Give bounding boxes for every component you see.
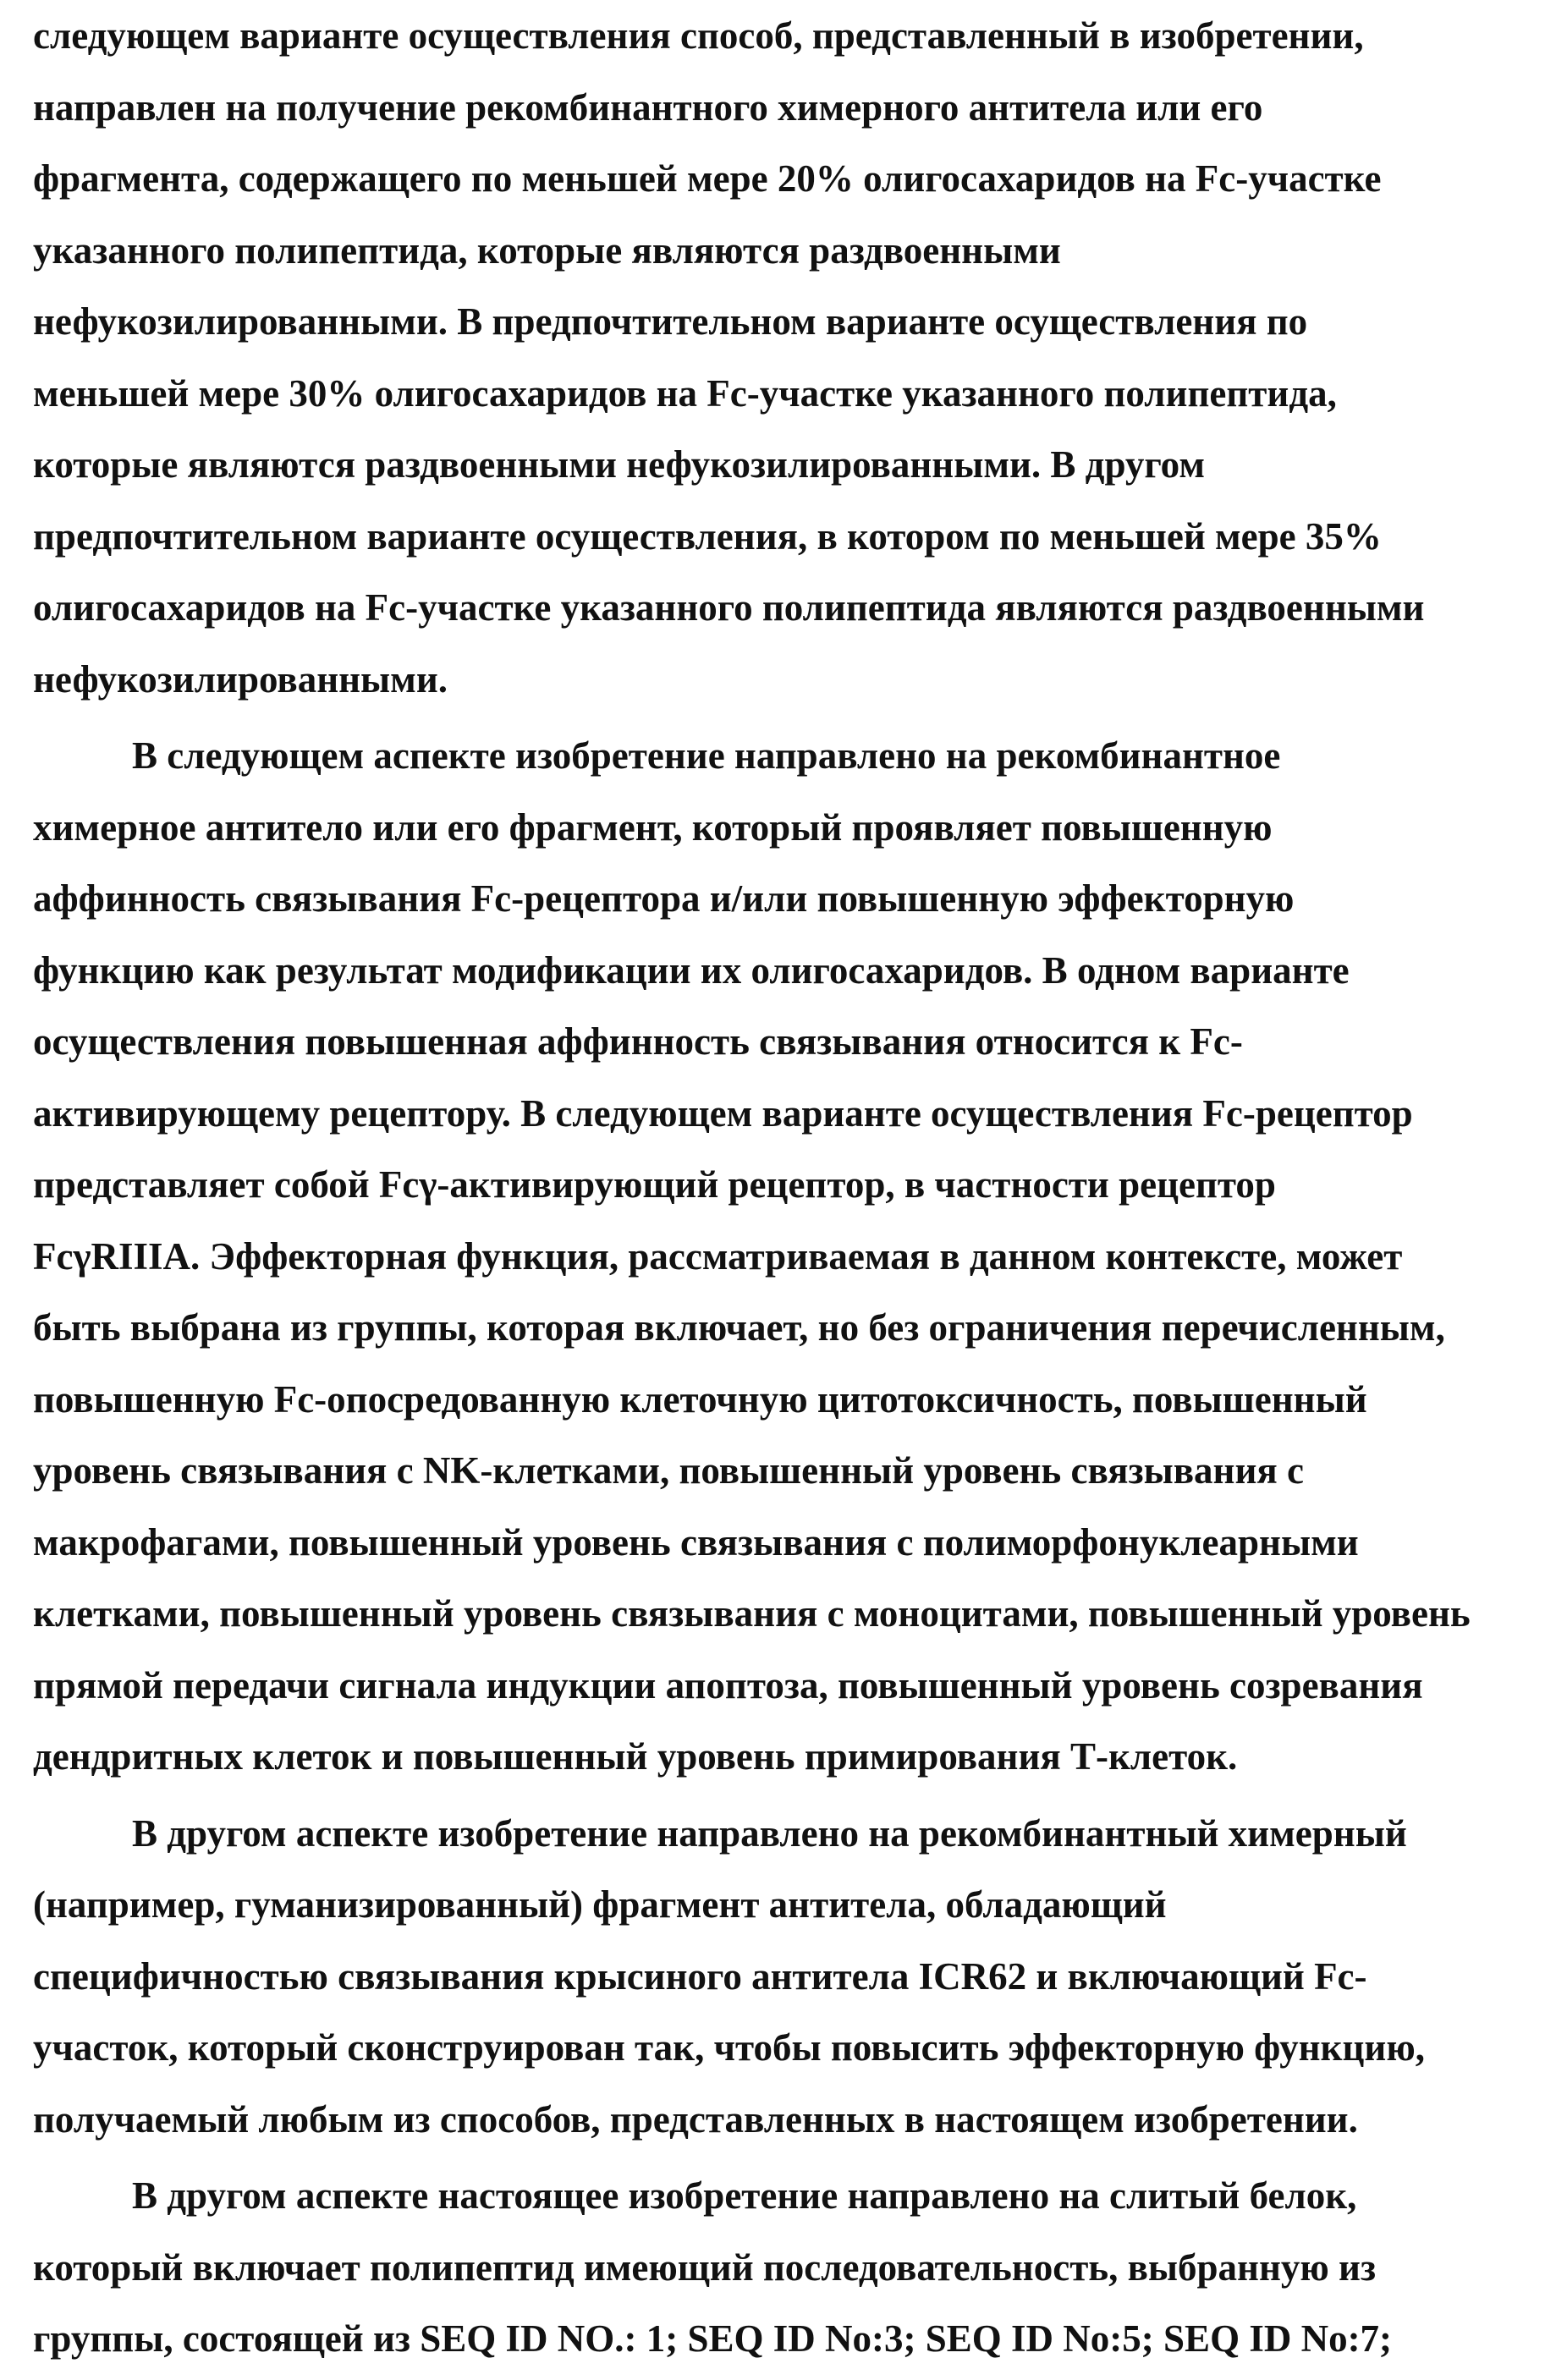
paragraph — [33, 2160, 1556, 2375]
text-line: В другом аспекте изобретение направлено на рекомбинантный химерный — [33, 1798, 1556, 1870]
text-line: специфичностью связывания крысиного антитела ICR62 и включающий Fc- — [33, 1941, 1556, 2013]
text-line: повышенную Fc-опосредованную клеточную цитотоксичность, повышенный — [33, 1364, 1556, 1436]
text-line: олигосахаридов на Fc-участке указанного полипептида являются раздвоенными — [33, 572, 1556, 644]
text-line: которые являются раздвоенными нефукозилированными. В другом — [33, 429, 1556, 501]
text-line: нефукозилированными. В предпочтительном варианте осуществления по — [33, 286, 1556, 358]
paragraph — [33, 1798, 1556, 2156]
text-line: В другом аспекте настоящее изобретение направлено на слитый белок, — [33, 2160, 1556, 2232]
text-line: клетками, повышенный уровень связывания с моноцитами, повышенный уровень — [33, 1578, 1556, 1650]
text-line: (например, гуманизированный) фрагмент антитела, обладающий — [33, 1869, 1556, 1941]
text-line: дендритных клеток и повышенный уровень примирования Т-клеток. — [33, 1721, 1556, 1793]
text-line: получаемый любым из способов, представленных в настоящем изобретении. — [33, 2084, 1556, 2156]
text-line: направлен на получение рекомбинантного химерного антитела или его — [33, 72, 1556, 144]
text-line: участок, который сконструирован так, чтобы повысить эффекторную функцию, — [33, 2012, 1556, 2084]
text-line: уровень связывания с NK-клетками, повышенный уровень связывания с — [33, 1435, 1556, 1507]
document-page — [33, 0, 1556, 2380]
text-line: FcγRIIIA. Эффекторная функция, рассматриваемая в данном контексте, может — [33, 1221, 1556, 1293]
paragraph — [33, 0, 1556, 715]
text-line: предпочтительном варианте осуществления, в котором по меньшей мере 35% — [33, 501, 1556, 573]
text-line: указанного полипептида, которые являются раздвоенными — [33, 215, 1556, 287]
text-line: химерное антитело или его фрагмент, который проявляет повышенную — [33, 792, 1556, 864]
text-line: представляет собой Fcγ-активирующий рецептор, в частности рецептор — [33, 1149, 1556, 1221]
text-line: В следующем аспекте изобретение направлено на рекомбинантное — [33, 720, 1556, 792]
text-line: активирующему рецептору. В следующем варианте осуществления Fc-рецептор — [33, 1078, 1556, 1150]
text-line: функцию как результат модификации их олигосахаридов. В одном варианте — [33, 935, 1556, 1007]
paragraph — [33, 720, 1556, 1793]
text-line: фрагмента, содержащего по меньшей мере 20% олигосахаридов на Fc-участке — [33, 143, 1556, 215]
text-line: осуществления повышенная аффинность связывания относится к Fc- — [33, 1006, 1556, 1078]
text-line: который включает полипептид имеющий последовательность, выбранную из — [33, 2232, 1556, 2304]
text-line: аффинность связывания Fc-рецептора и/или повышенную эффекторную — [33, 863, 1556, 935]
text-line: группы, состоящей из SEQ ID NO.: 1; SEQ ID No:3; SEQ ID No:5; SEQ ID No:7; — [33, 2303, 1556, 2375]
text-line: прямой передачи сигнала индукции апоптоза, повышенный уровень созревания — [33, 1650, 1556, 1722]
text-line: макрофагами, повышенный уровень связывания с полиморфонуклеарными — [33, 1507, 1556, 1579]
text-line: быть выбрана из группы, которая включает, но без ограничения перечисленным, — [33, 1292, 1556, 1364]
text-line: меньшей мере 30% олигосахаридов на Fc-участке указанного полипептида, — [33, 358, 1556, 430]
text-line: следующем варианте осуществления способ, представленный в изобретении, — [33, 0, 1556, 72]
text-line: нефукозилированными. — [33, 644, 1556, 716]
